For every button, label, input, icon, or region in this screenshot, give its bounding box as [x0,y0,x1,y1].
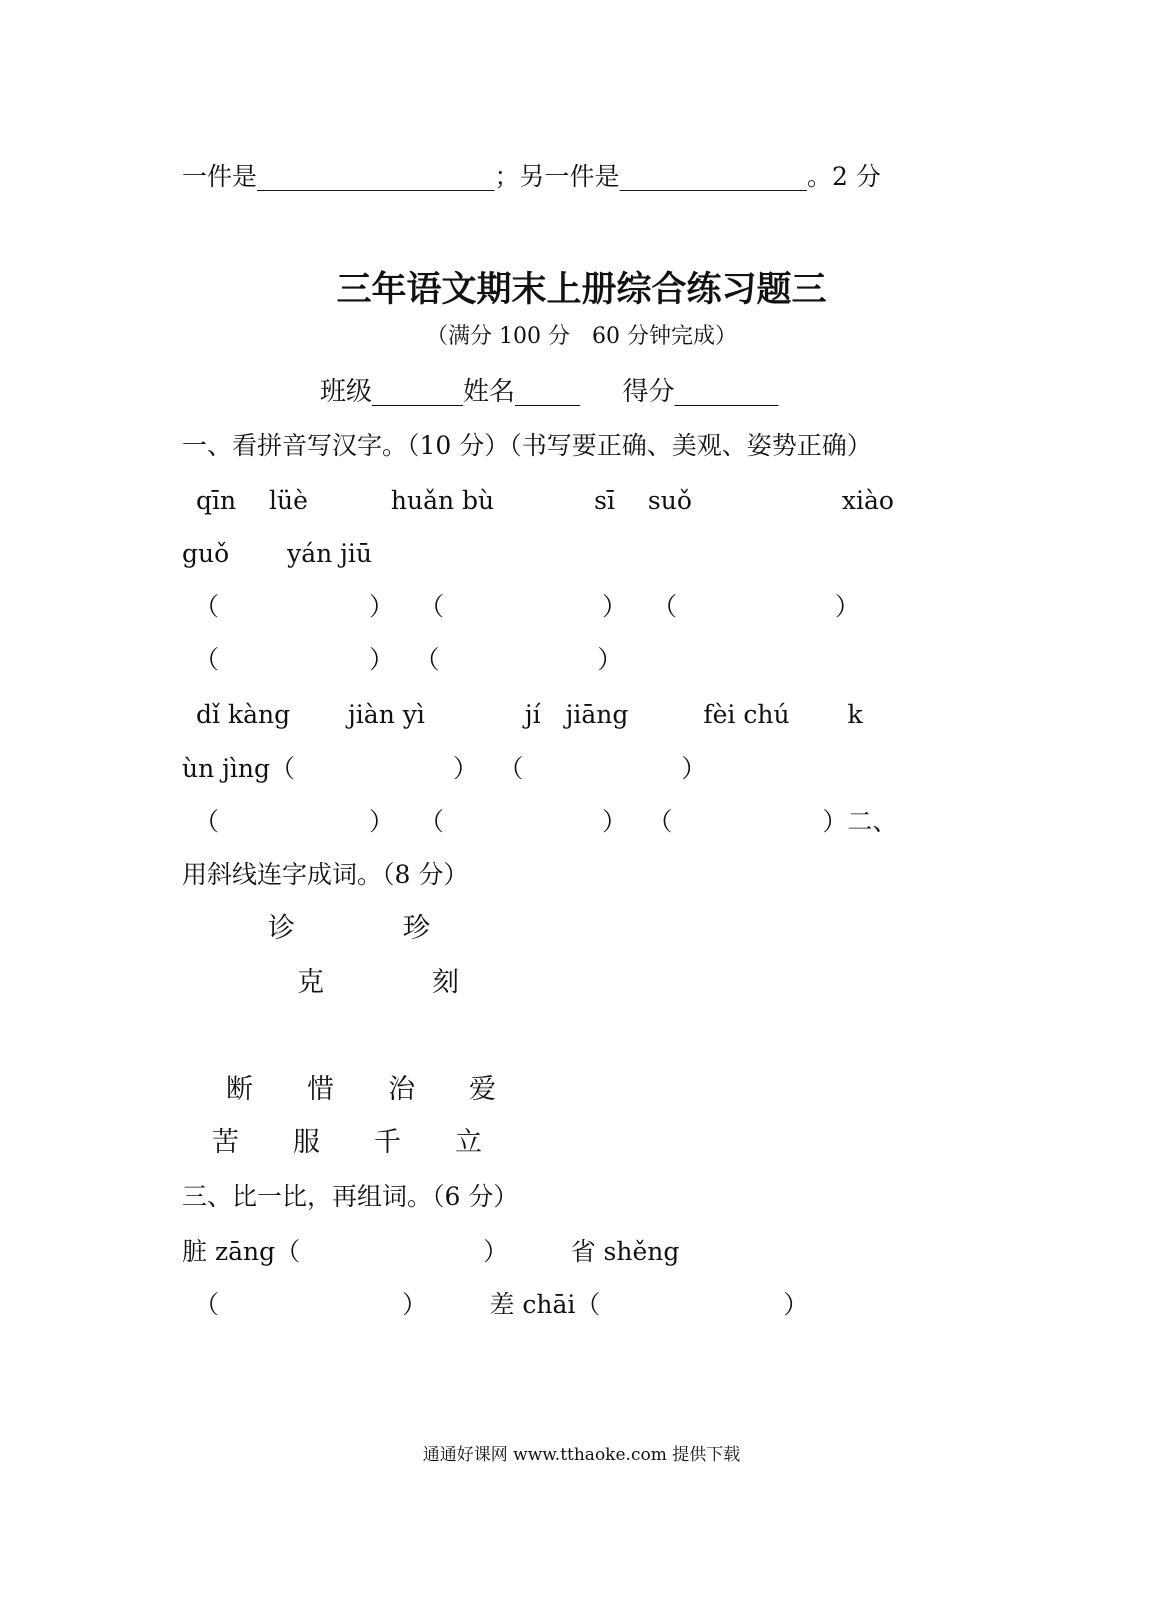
q3-row: （ ） 差 chāi（ ） [194,1290,809,1319]
q1-pinyin-row: dǐ kàng jiàn yì jí jiāng fèi chú k [196,700,863,729]
q1-heading: 一、看拼音写汉字。（10 分）（书写要正确、美观、姿势正确） [182,431,872,460]
page-title: 三年语文期末上册综合练习题三 [336,269,827,310]
page-footer: 通通好课网 www.tthaoke.com 提供下载 [422,1445,741,1465]
q2-char-row: 克 刻 [297,967,459,998]
q1-pinyin-row: ùn jìng（ ） （ ） [182,754,707,783]
q2-char-row: 诊 珍 [268,913,430,944]
class-name-score-line: 班级_______姓名_____ 得分________ [320,377,779,407]
q1-answer-blanks: （ ） （ ） [194,645,623,674]
page-subtitle: （满分 100 分 60 分钟完成） [426,324,737,349]
q3-heading: 三、比一比，再组词。（6 分） [182,1182,519,1211]
q1-answer-blanks: （ ） （ ） （ ）二、 [194,807,898,836]
q2-char-row: 苦 服 千 立 [212,1127,482,1158]
q2-heading: 用斜线连字成词。（8 分） [182,860,469,889]
q1-pinyin-row: qīn lüè huǎn bù sī suǒ xiào [196,486,894,515]
q2-char-row: 断 惜 治 爱 [226,1074,496,1105]
q1-pinyin-row: guǒ yán jiū [182,539,373,568]
top-fill-line: 一件是___________________；另一件是_______________。2 分 [182,162,881,191]
q1-answer-blanks: （ ） （ ） （ ） [194,592,860,621]
q3-row: 脏 zāng（ ） 省 shěng [182,1237,680,1266]
